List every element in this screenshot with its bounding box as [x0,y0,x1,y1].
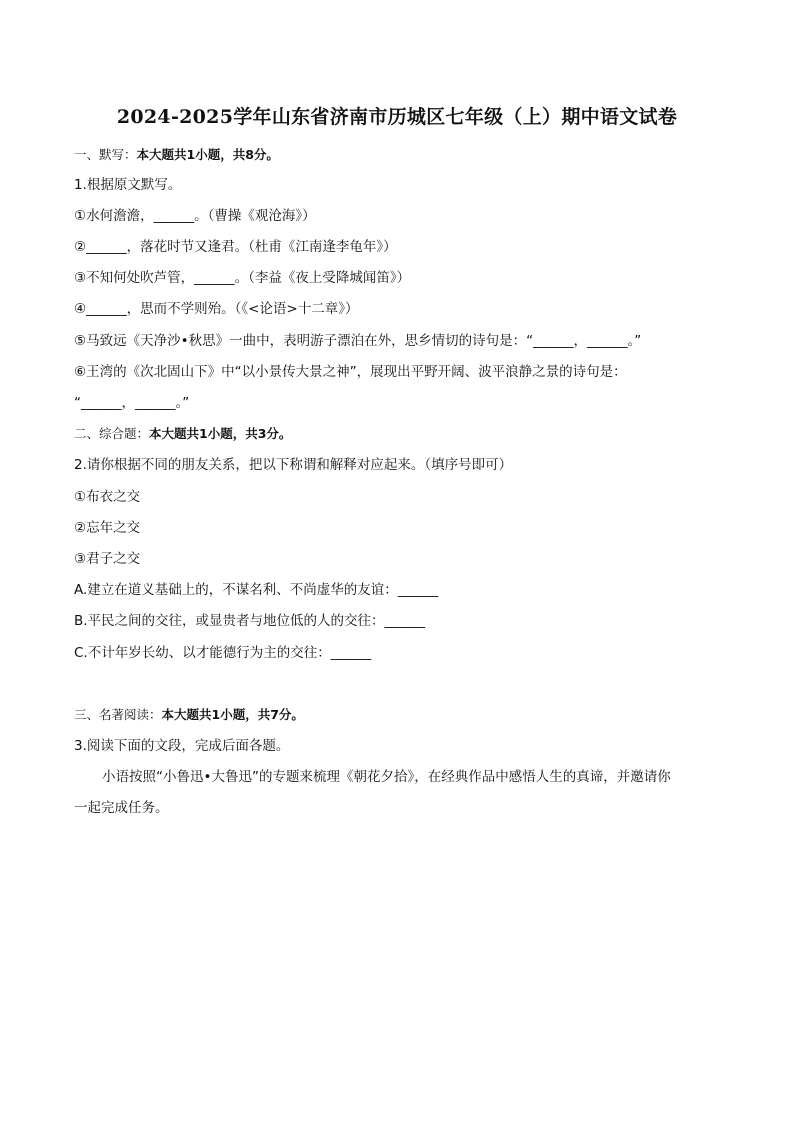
section-score: 本大题共1小题，共3分。 [149,426,292,441]
recitation-line: ⑥王湾的《次北固山下》中“以小景传大景之神”，展现出平野开阔、波平浪静之景的诗句是： [74,364,627,380]
section-score: 本大题共1小题，共8分。 [136,147,279,162]
section-prefix: 二、综合题： [74,426,150,441]
recitation-line: ①水何澹澹，______。（曹操《观沧海》） [74,208,316,224]
recitation-line: ②______，落花时节又逢君。（杜甫《江南逢李龟年》） [74,239,397,255]
section-heading-1 [74,145,724,165]
match-item: A.建立在道义基础上的，不谋名利、不尚虚华的友谊：______ [74,582,439,598]
section-heading-3 [74,705,724,725]
match-item: B.平民之间的交往，或显贵者与地位低的人的交往：______ [74,613,426,629]
question-stem-2: 2.请你根据不同的朋友关系，把以下称谓和解释对应起来。（填序号即可） [74,457,513,473]
question-stem-1: 1.根据原文默写。 [74,177,182,193]
recitation-line: ④______，思而不学则殆。（《<论语>十二章》） [74,301,359,317]
match-item: C.不计年岁长幼、以才能德行为主的交往：______ [74,645,372,661]
recitation-line: “______，______。” [74,395,190,411]
recitation-line: ⑤马致远《天净沙•秋思》一曲中，表明游子漂泊在外，思乡情切的诗句是：“______，______。” [74,333,642,349]
passage-line: 一起完成任务。 [74,800,169,816]
passage-line: 小语按照“小鲁迅•大鲁迅”的专题来梳理《朝花夕拾》，在经典作品中感悟人生的真谛，并邀请你 [102,769,671,785]
recitation-line: ③不知何处吹芦管，______。（李益《夜上受降城闻笛》） [74,270,411,286]
page-title: 2024-2025学年山东省济南市历城区七年级（上）期中语文试卷 [116,106,678,128]
section-prefix: 三、名著阅读： [74,707,162,722]
option-item: ③君子之交 [74,551,141,567]
section-prefix: 一、默写： [74,147,137,162]
option-item: ②忘年之交 [74,520,141,536]
section-heading-2 [74,424,724,444]
question-stem-3: 3.阅读下面的文段，完成后面各题。 [74,738,290,754]
section-score: 本大题共1小题，共7分。 [161,707,304,722]
option-item: ①布衣之交 [74,489,141,505]
